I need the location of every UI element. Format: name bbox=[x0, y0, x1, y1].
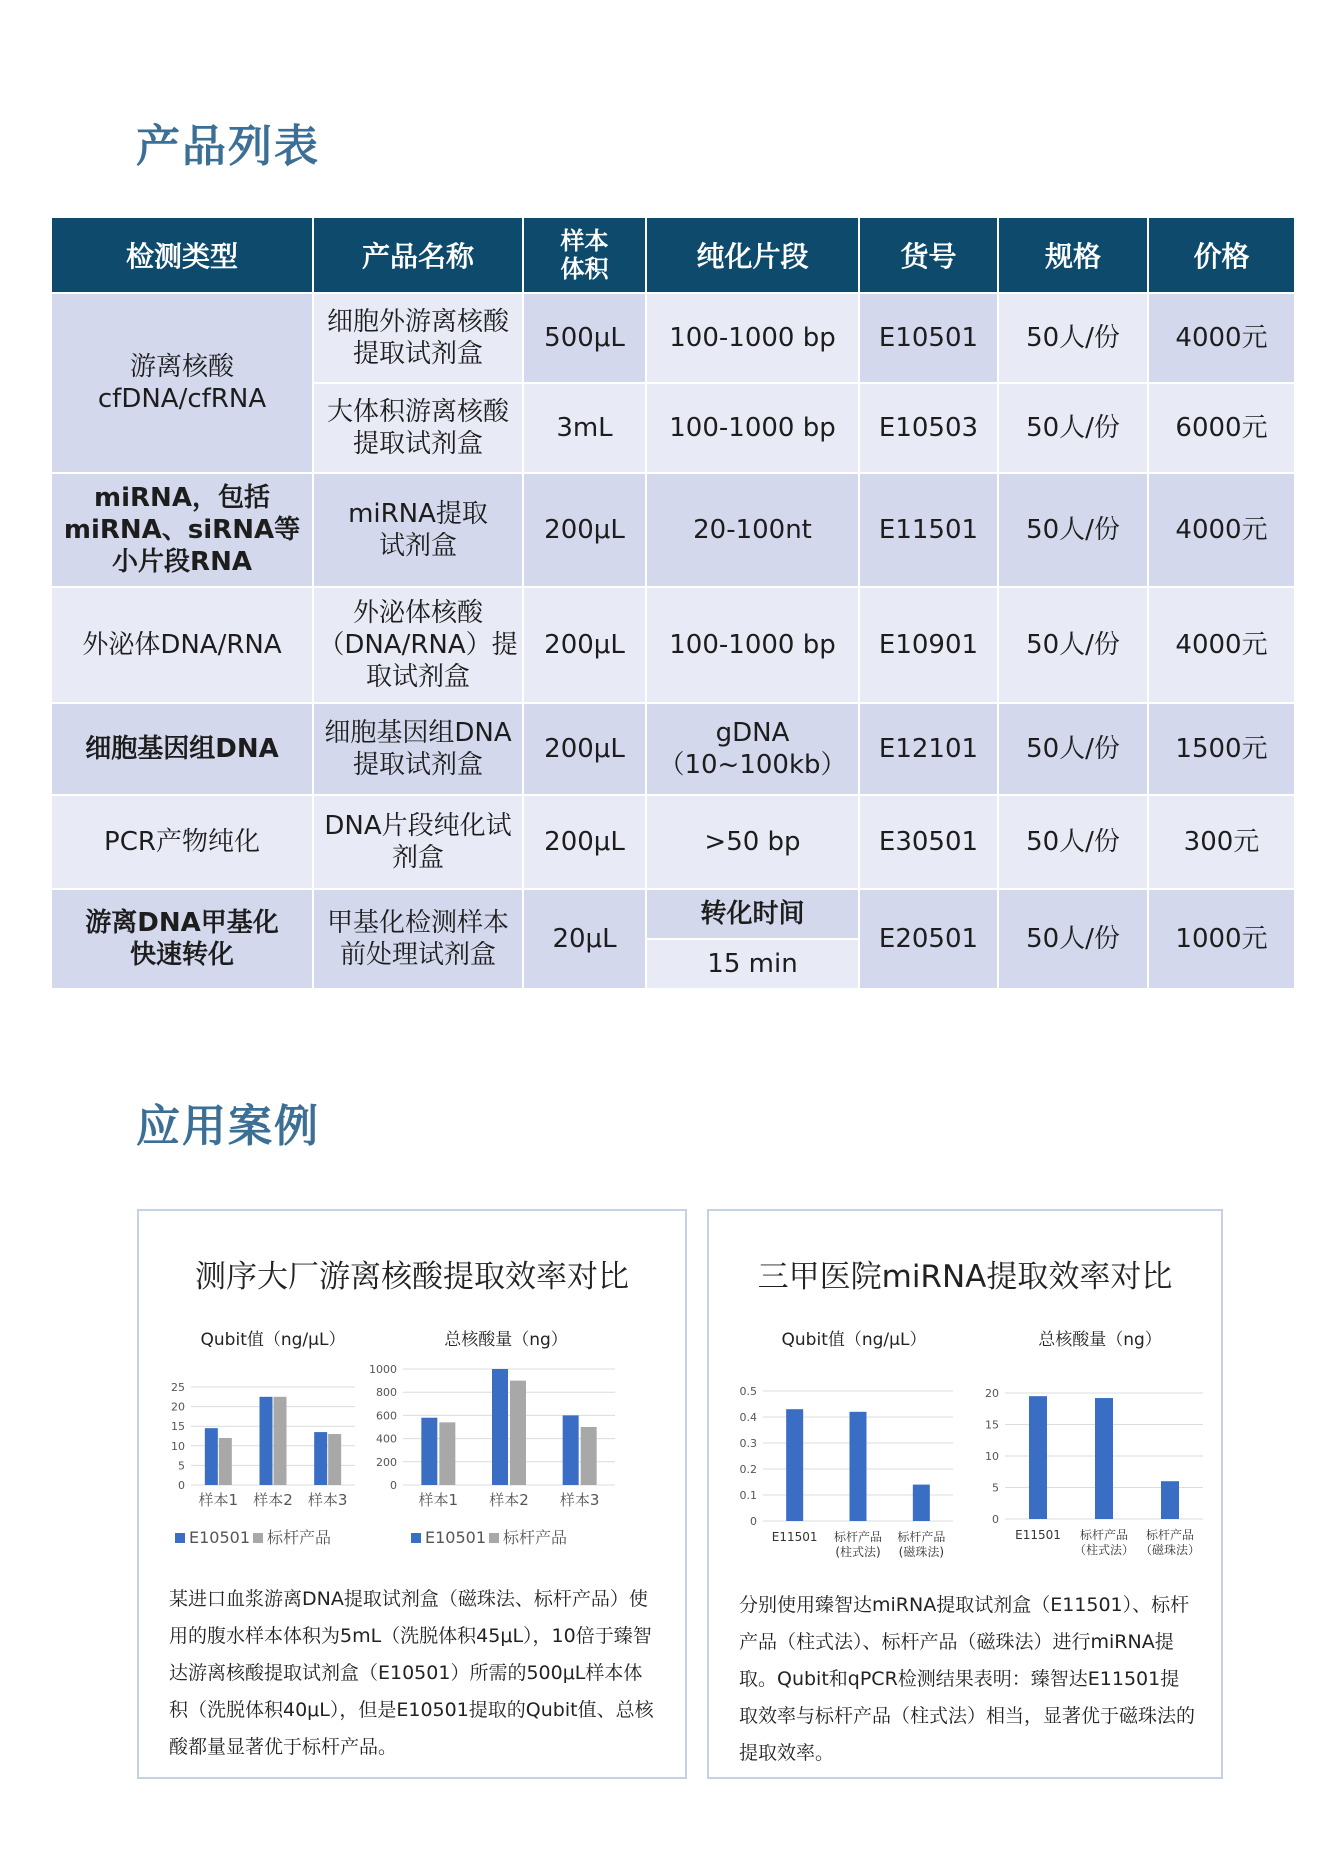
chart-svg bbox=[165, 1329, 361, 1559]
cell-type: 游离DNA甲基化 快速转化 bbox=[51, 889, 313, 989]
legend-label: 标杆产品 bbox=[267, 1528, 332, 1547]
cell-sku: E10901 bbox=[859, 587, 998, 703]
bar bbox=[328, 1434, 341, 1485]
header-volume: 样本 体积 bbox=[523, 217, 646, 293]
case-panel-mirna bbox=[707, 1209, 1223, 1779]
cell-type: miRNA，包括 miRNA、siRNA等 小片段RNA bbox=[51, 473, 313, 587]
cell-volume: 200μL bbox=[523, 473, 646, 587]
chart-svg bbox=[729, 1329, 959, 1559]
cell-spec: 50人/份 bbox=[998, 383, 1148, 473]
cell-name: 甲基化检测样本 前处理试剂盒 bbox=[313, 889, 523, 989]
chart-qubit-mirna bbox=[729, 1329, 959, 1559]
y-tick-label: 20 bbox=[985, 1387, 999, 1400]
bar bbox=[1095, 1398, 1113, 1519]
y-tick-label: 5 bbox=[178, 1459, 185, 1473]
x-tick-label: （柱式法） bbox=[1073, 1543, 1135, 1557]
section-title-products: 产品列表 bbox=[136, 121, 320, 172]
cell-volume: 500μL bbox=[523, 293, 646, 383]
chart-title: Qubit值（ng/μL） bbox=[200, 1330, 346, 1350]
y-tick-label: 0.3 bbox=[739, 1437, 757, 1450]
x-tick-label: 样本3 bbox=[307, 1491, 348, 1509]
cell-spec: 50人/份 bbox=[998, 293, 1148, 383]
chart-qubit-cfdna bbox=[165, 1329, 361, 1559]
cell-fragment: 20-100nt bbox=[646, 473, 859, 587]
y-tick-label: 20 bbox=[171, 1400, 185, 1414]
cell-fragment: 100-1000 bp bbox=[646, 587, 859, 703]
bar bbox=[421, 1418, 437, 1485]
bar bbox=[1161, 1481, 1179, 1519]
bar bbox=[581, 1427, 597, 1485]
legend-label: E10501 bbox=[425, 1528, 487, 1547]
cell-price: 1000元 bbox=[1148, 889, 1295, 989]
cell-spec: 50人/份 bbox=[998, 703, 1148, 795]
y-tick-label: 25 bbox=[171, 1381, 185, 1394]
x-tick-label: (磁珠法) bbox=[898, 1545, 945, 1559]
header-type: 检测类型 bbox=[51, 217, 313, 293]
cell-name: miRNA提取 试剂盒 bbox=[313, 473, 523, 587]
y-tick-label: 0 bbox=[992, 1513, 999, 1526]
y-tick-label: 0 bbox=[390, 1479, 397, 1492]
chart-title: Qubit值（ng/μL） bbox=[781, 1330, 927, 1350]
cell-price: 1500元 bbox=[1148, 703, 1295, 795]
panel-title: 三甲医院miRNA提取效率对比 bbox=[757, 1259, 1173, 1295]
cell-volume: 3mL bbox=[523, 383, 646, 473]
cell-name: 细胞外游离核酸 提取试剂盒 bbox=[313, 293, 523, 383]
case-panel-cfdna bbox=[137, 1209, 687, 1779]
cell-volume: 20μL bbox=[523, 889, 646, 989]
header-name: 产品名称 bbox=[313, 217, 523, 293]
table-row bbox=[51, 473, 1295, 587]
y-tick-label: 0.1 bbox=[739, 1489, 757, 1502]
bar bbox=[439, 1422, 455, 1485]
table-row bbox=[51, 703, 1295, 795]
bar bbox=[786, 1409, 803, 1521]
x-tick-label: 样本2 bbox=[489, 1491, 529, 1509]
y-tick-label: 0.2 bbox=[739, 1463, 757, 1476]
table-row bbox=[51, 795, 1295, 889]
cell-fragment: 100-1000 bp bbox=[646, 293, 859, 383]
cell-name: 大体积游离核酸 提取试剂盒 bbox=[313, 383, 523, 473]
y-tick-label: 0.4 bbox=[739, 1411, 757, 1424]
bar bbox=[260, 1397, 273, 1485]
header-spec: 规格 bbox=[998, 217, 1148, 293]
cell-sku: E10503 bbox=[859, 383, 998, 473]
bar bbox=[1029, 1396, 1047, 1519]
product-table bbox=[50, 216, 1296, 990]
y-tick-label: 5 bbox=[992, 1481, 999, 1495]
panel-description: 分别使用臻智达miRNA提取试剂盒（E11501）、标杆产品（柱式法）、标杆产品（磁珠法）进行miRNA提取。Qubit和qPCR检测结果表明：臻智达E11501提取效率与标杆产品（柱式法）相当，显著优于磁珠法的提取效率。 bbox=[739, 1594, 1196, 1764]
cell-spec: 50人/份 bbox=[998, 473, 1148, 587]
y-tick-label: 1000 bbox=[369, 1363, 397, 1376]
y-tick-label: 10 bbox=[985, 1450, 999, 1463]
y-tick-label: 0.5 bbox=[739, 1385, 757, 1398]
table-row bbox=[51, 889, 1295, 939]
table-header-row bbox=[51, 217, 1295, 293]
y-tick-label: 0 bbox=[178, 1479, 185, 1492]
cell-sku: E20501 bbox=[859, 889, 998, 989]
bar bbox=[563, 1415, 579, 1485]
panel-title: 测序大厂游离核酸提取效率对比 bbox=[195, 1259, 629, 1295]
cell-type: PCR产物纯化 bbox=[51, 795, 313, 889]
y-tick-label: 15 bbox=[985, 1418, 999, 1432]
x-tick-label: （磁珠法） bbox=[1139, 1543, 1201, 1557]
chart-total-cfdna bbox=[371, 1329, 621, 1559]
x-tick-label: 样本2 bbox=[253, 1491, 293, 1509]
cell-name: DNA片段纯化试 剂盒 bbox=[313, 795, 523, 889]
x-tick-label: 样本3 bbox=[559, 1491, 600, 1509]
cell-volume: 200μL bbox=[523, 795, 646, 889]
panel-description: 某进口血浆游离DNA提取试剂盒（磁珠法、标杆产品）使用的腹水样本体积为5mL（洗脱体积45μL），10倍于臻智达游离核酸提取试剂盒（E10501）所需的500μL样本体积（洗脱体积40μL），但是E10501提取的Qubit值、总核酸都量显著优于标杆产品。 bbox=[169, 1588, 654, 1758]
section-title-cases: 应用案例 bbox=[136, 1101, 320, 1152]
cell-fragment: 15 min bbox=[646, 939, 859, 989]
legend-label: 标杆产品 bbox=[503, 1528, 568, 1547]
table-row bbox=[51, 587, 1295, 703]
bar bbox=[314, 1432, 327, 1485]
y-tick-label: 600 bbox=[376, 1409, 397, 1423]
cell-type: 外泌体DNA/RNA bbox=[51, 587, 313, 703]
x-tick-label: 样本1 bbox=[198, 1491, 239, 1509]
bar bbox=[219, 1438, 232, 1485]
cell-fragment: >50 bp bbox=[646, 795, 859, 889]
cell-sku: E30501 bbox=[859, 795, 998, 889]
legend-swatch bbox=[411, 1533, 421, 1543]
chart-svg bbox=[971, 1329, 1209, 1559]
y-tick-label: 400 bbox=[376, 1432, 397, 1446]
cell-fragment-label: 转化时间 bbox=[646, 889, 859, 939]
legend-swatch bbox=[175, 1533, 185, 1543]
legend-swatch bbox=[489, 1533, 499, 1543]
chart-title: 总核酸量（ng） bbox=[444, 1330, 568, 1350]
x-tick-label: 标杆产品 bbox=[1145, 1528, 1195, 1542]
cell-price: 4000元 bbox=[1148, 587, 1295, 703]
chart-total-mirna bbox=[971, 1329, 1209, 1559]
x-tick-label: 样本1 bbox=[418, 1491, 459, 1509]
cell-spec: 50人/份 bbox=[998, 889, 1148, 989]
y-tick-label: 15 bbox=[171, 1420, 185, 1434]
cell-name: 外泌体核酸 （DNA/RNA）提 取试剂盒 bbox=[313, 587, 523, 703]
x-tick-label: 标杆产品 bbox=[897, 1530, 946, 1544]
cell-sku: E10501 bbox=[859, 293, 998, 383]
cell-price: 300元 bbox=[1148, 795, 1295, 889]
x-tick-label: 标杆产品 bbox=[1079, 1528, 1129, 1542]
x-tick-label: 标杆产品 bbox=[833, 1530, 883, 1544]
header-price: 价格 bbox=[1148, 217, 1295, 293]
table-row bbox=[51, 293, 1295, 383]
cell-sku: E11501 bbox=[859, 473, 998, 587]
chart-title: 总核酸量（ng） bbox=[1038, 1330, 1162, 1350]
y-tick-label: 0 bbox=[750, 1515, 757, 1528]
legend-label: E10501 bbox=[189, 1528, 251, 1547]
cell-sku: E12101 bbox=[859, 703, 998, 795]
cell-volume: 200μL bbox=[523, 703, 646, 795]
cell-price: 4000元 bbox=[1148, 473, 1295, 587]
x-tick-label: E11501 bbox=[771, 1530, 818, 1544]
bar bbox=[913, 1485, 930, 1521]
cell-fragment: gDNA （10~100kb） bbox=[646, 703, 859, 795]
y-tick-label: 200 bbox=[376, 1455, 397, 1469]
y-tick-label: 10 bbox=[171, 1439, 185, 1453]
bar bbox=[274, 1397, 287, 1485]
cell-fragment: 100-1000 bp bbox=[646, 383, 859, 473]
cell-type: 细胞基因组DNA bbox=[51, 703, 313, 795]
cell-price: 6000元 bbox=[1148, 383, 1295, 473]
legend-swatch bbox=[253, 1533, 263, 1543]
bar bbox=[850, 1412, 867, 1521]
cell-name: 细胞基因组DNA 提取试剂盒 bbox=[313, 703, 523, 795]
bar bbox=[205, 1428, 218, 1485]
cell-price: 4000元 bbox=[1148, 293, 1295, 383]
bar bbox=[492, 1369, 508, 1485]
x-tick-label: (柱式法) bbox=[835, 1545, 881, 1559]
cell-type: 游离核酸 cfDNA/cfRNA bbox=[51, 293, 313, 473]
cell-volume: 200μL bbox=[523, 587, 646, 703]
bar bbox=[510, 1381, 526, 1485]
chart-svg bbox=[371, 1329, 621, 1559]
header-sku: 货号 bbox=[859, 217, 998, 293]
cell-spec: 50人/份 bbox=[998, 795, 1148, 889]
header-fragment: 纯化片段 bbox=[646, 217, 859, 293]
y-tick-label: 800 bbox=[376, 1386, 397, 1400]
x-tick-label: E11501 bbox=[1015, 1528, 1061, 1542]
cell-spec: 50人/份 bbox=[998, 587, 1148, 703]
